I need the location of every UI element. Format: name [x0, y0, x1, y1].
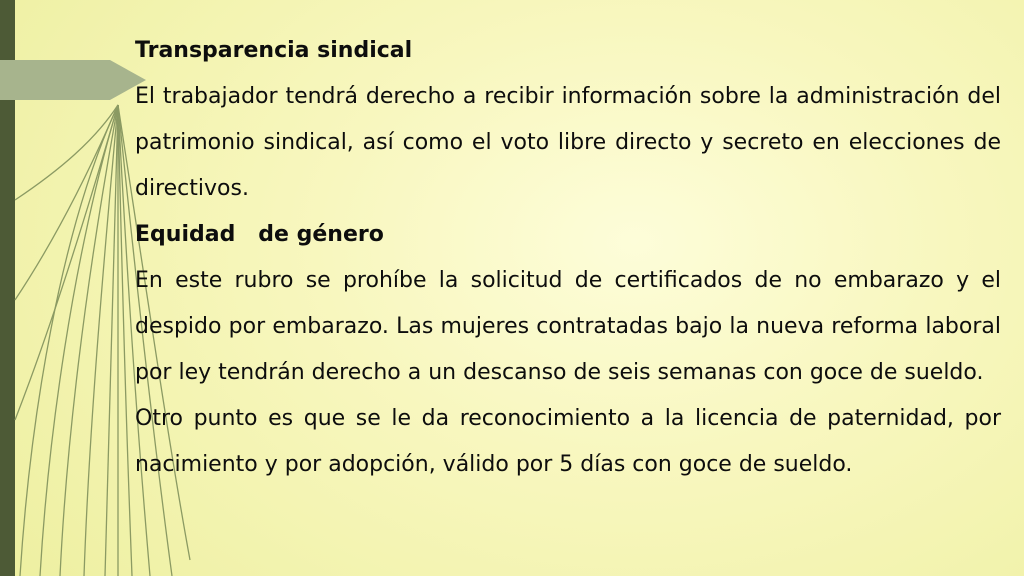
arrow-tab-shape	[0, 60, 146, 100]
paragraph-equidad-2: Otro punto es que se le da reconocimiento a la licencia de paternidad, por nacimiento y por adopción, válido por 5 días con goce de sueldo.	[135, 406, 1001, 477]
slide-content	[135, 28, 1001, 488]
paragraph-equidad-1: En este rubro se prohíbe la solicitud de certificados de no embarazo y el despido por embarazo. Las mujeres contratadas bajo la nueva reforma laboral por ley tendrán derecho a un descanso de seis semanas con goce de sueldo.	[135, 268, 1001, 385]
section-heading-transparencia: Transparencia sindical	[135, 38, 413, 63]
section-heading-equidad: Equidad de género	[135, 222, 384, 247]
paragraph-transparencia: El trabajador tendrá derecho a recibir información sobre la administración del patrimonio sindical, así como el voto libre directo y secreto en elecciones de directivos.	[135, 84, 1001, 201]
